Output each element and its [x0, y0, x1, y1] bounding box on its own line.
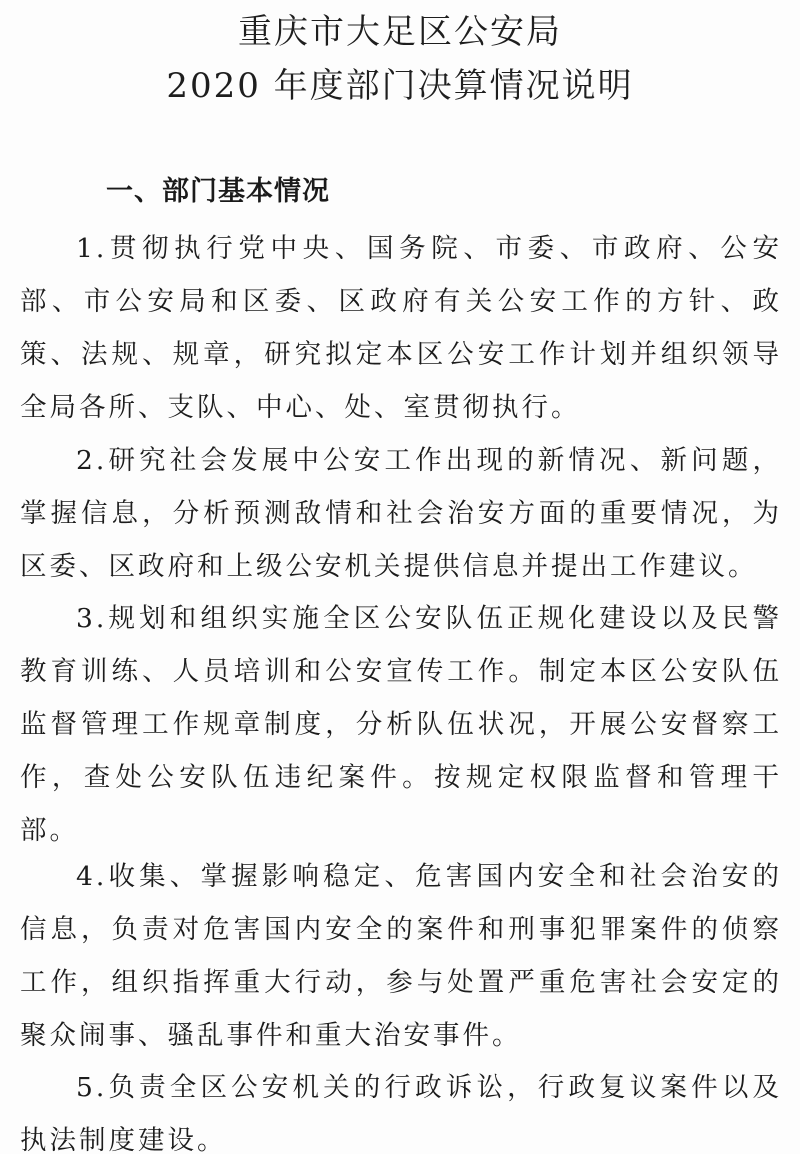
paragraph-3: 3.规划和组织实施全区公安队伍正规化建设以及民警教育训练、人员培训和公安宣传工作。制定本区公安队伍监督管理工作规章制度，分析队伍状况，开展公安督察工作，查处公安队伍违纪案件。按规定权限监督和管理干部。 [20, 603, 782, 846]
paragraph-2: 2.研究社会发展中公安工作出现的新情况、新问题，掌握信息，分析预测敌情和社会治安方面的重要情况，为区委、区政府和上级公安机关提供信息并提出工作建议。 [20, 445, 782, 582]
section-heading: 一、部门基本情况 [106, 176, 330, 207]
paragraph-1: 1.贯彻执行党中央、国务院、市委、市政府、公安部、市公安局和区委、区政府有关公安工作的方针、政策、法规、规章，研究拟定本区公安工作计划并组织领导全局各所、支队、中心、处、室贯彻执行。 [20, 233, 782, 423]
paragraph-4: 4.收集、掌握影响稳定、危害国内安全和社会治安的信息，负责对危害国内安全的案件和刑事犯罪案件的侦察工作，组织指挥重大行动，参与处置严重危害社会安定的聚众闹事、骚乱事件和重大治安事件。 [20, 861, 782, 1051]
document-title: 重庆市大足区公安局 [238, 12, 562, 52]
paragraph-5: 5.负责全区公安机关的行政诉讼，行政复议案件以及执法制度建设。 [20, 1072, 782, 1156]
document-subtitle: 2020 年度部门决算情况说明 [166, 66, 634, 106]
